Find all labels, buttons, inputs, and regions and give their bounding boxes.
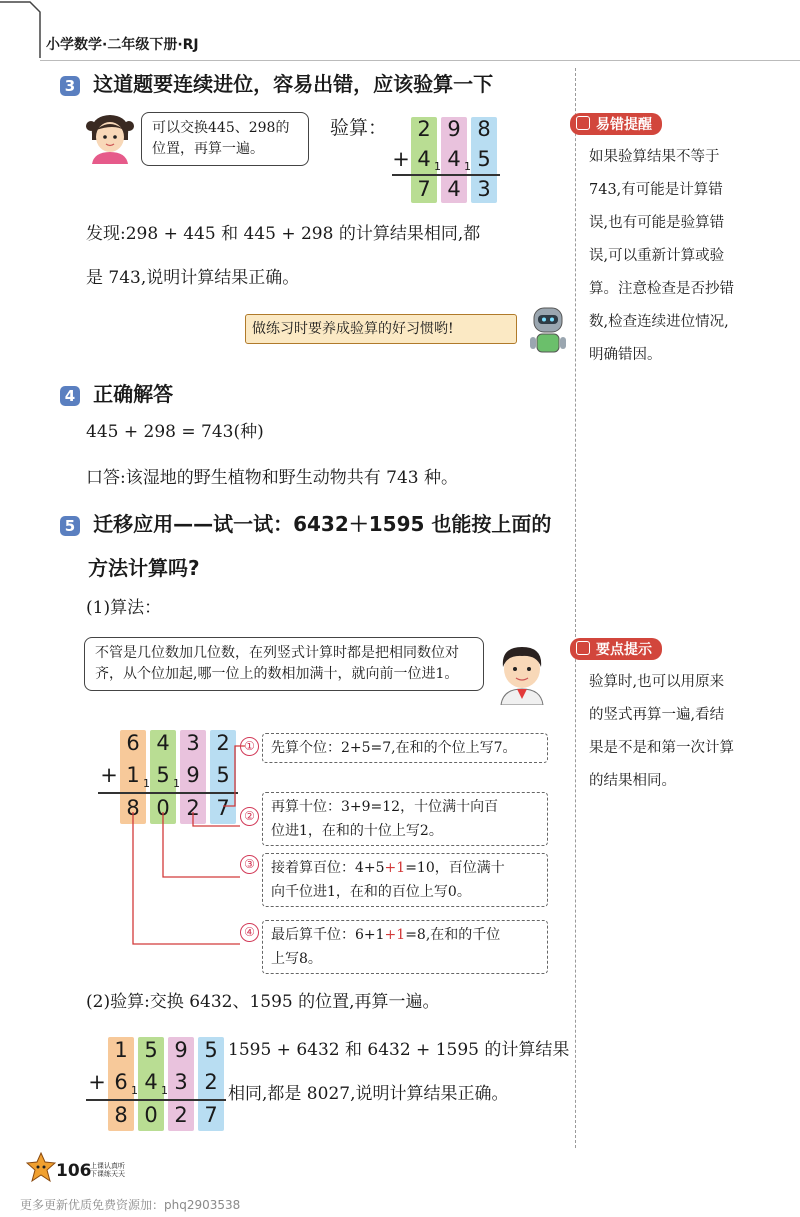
mistake-alert-text [589, 141, 789, 372]
step-1-box [262, 733, 548, 763]
plus-sign: + [88, 1070, 106, 1094]
section-3-heading [60, 68, 493, 97]
digit: 7 [204, 1103, 218, 1127]
digit: 4 [417, 147, 431, 171]
hand-pointer-icon [576, 116, 590, 130]
carry-digit: 1 [434, 160, 441, 173]
carry-digit: 1 [131, 1084, 138, 1097]
mistake-alert-line: 算。注意检查是否抄错 [589, 281, 734, 297]
section-5-heading [60, 508, 551, 537]
check-label: 验算： [330, 117, 388, 139]
key-points-line: 验算时,也可以用原来 [589, 674, 725, 690]
rule-bubble: 不管是几位数加几位数，在列竖式计算时都是把相同数位对齐，从个位加起,哪一位上的数相加满十，就向前一位进1。 [84, 637, 484, 691]
source-watermark-text: 更多更新优质免费资源加：phq2903538 [20, 1198, 241, 1212]
finding-line-1: 发现:298 + 445 和 445 + 298 的计算结果相同,都 [86, 224, 481, 244]
book-title: 小学数学·二年级下册·RJ [46, 37, 199, 53]
digit: 0 [144, 1103, 158, 1127]
hand-pointer-icon [576, 641, 590, 655]
robot-icon [528, 304, 568, 358]
digit: 5 [144, 1038, 158, 1062]
header-rule [40, 60, 800, 61]
step-2-box [262, 792, 548, 846]
digit: 1 [126, 763, 140, 787]
finding-line-2: 是 743,说明计算结果正确。 [86, 268, 300, 288]
mistake-alert-line: 数,检查连续进位情况, [589, 314, 729, 330]
digit: 7 [417, 177, 431, 201]
digit: 0 [156, 796, 170, 820]
digit: 9 [186, 763, 200, 787]
step-4-number: ④ [240, 923, 259, 942]
sum-line [86, 1099, 226, 1101]
digit: 5 [156, 763, 170, 787]
mistake-alert-line: 误,也有可能是验算错 [589, 215, 725, 231]
digit: 4 [447, 177, 461, 201]
digit: 4 [156, 731, 170, 755]
digit: 3 [477, 177, 491, 201]
sidebar-divider [575, 68, 576, 1148]
step-4-carry-highlight: +1 [384, 927, 406, 943]
mistake-alert-tag [570, 113, 662, 135]
method-label: (1)算法： [86, 598, 162, 618]
step-3-carry-highlight: +1 [384, 860, 406, 876]
digit: 5 [477, 147, 491, 171]
digit: 2 [174, 1103, 188, 1127]
carry-digit: 1 [143, 777, 150, 790]
step-3-text-line-2: 向千位进1，在和的百位上写0。 [271, 884, 471, 900]
step-4-box [262, 920, 548, 974]
sum-line [392, 174, 500, 176]
digit: 7 [216, 796, 230, 820]
digit: 2 [204, 1070, 218, 1094]
key-points-text [589, 666, 789, 798]
footer-slogan [90, 1162, 125, 1178]
digit: 8 [114, 1103, 128, 1127]
carry-digit: 1 [173, 777, 180, 790]
step-3-text-line-1 [271, 856, 539, 880]
mistake-alert-line: 743,有可能是计算错 [589, 182, 723, 198]
section-4-heading [60, 378, 173, 407]
page-number: 106 [56, 1161, 92, 1181]
digit: 3 [174, 1070, 188, 1094]
digit: 6 [114, 1070, 128, 1094]
digit: 2 [417, 117, 431, 141]
mistake-alert-line: 如果验算结果不等于 [589, 149, 720, 165]
step-2-number: ② [240, 807, 259, 826]
digit: 9 [447, 117, 461, 141]
key-points-tag [570, 638, 662, 660]
digit: 5 [216, 763, 230, 787]
boy-avatar [493, 641, 551, 705]
step-1-text: 先算个位：2+5=7,在和的个位上写7。 [271, 740, 517, 756]
digit: 1 [114, 1038, 128, 1062]
footer-slogan-line-1: 上课认真听 [90, 1162, 125, 1170]
section-3-badge: 3 [60, 76, 80, 96]
digit: 8 [126, 796, 140, 820]
step-4-text-part: =8,在和的千位 [405, 927, 501, 943]
step-3-text-part: =10，百位满十 [405, 860, 505, 876]
mascot-icon [26, 1152, 56, 1184]
carry-digit: 1 [464, 160, 471, 173]
key-points-label: 要点提示 [596, 642, 652, 658]
mistake-alert-line: 误,可以重新计算或验 [589, 248, 725, 264]
robot-tip-text: 做练习时要养成验算的好习惯哟! [252, 321, 454, 337]
digit: 4 [447, 147, 461, 171]
plus-sign: + [100, 763, 118, 787]
step-3-text-part: 接着算百位：4+5 [271, 860, 385, 876]
section-5-title-line-1: 迁移应用——试一试：6432＋1595 也能按上面的 [93, 512, 552, 536]
plus-sign: + [392, 147, 410, 171]
section-3-title: 这道题要连续进位，容易出错，应该验算一下 [93, 72, 494, 96]
step-1-number: ① [240, 737, 259, 756]
oral-answer: 口答:该湿地的野生植物和野生动物共有 743 种。 [86, 468, 458, 488]
digit: 3 [186, 731, 200, 755]
check-conclusion-line-2: 相同,都是 8027,说明计算结果正确。 [228, 1084, 509, 1104]
step-3-box [262, 853, 548, 907]
footer-slogan-line-2: 下课练天天 [90, 1170, 125, 1178]
digit: 6 [126, 731, 140, 755]
step-3-number: ③ [240, 855, 259, 874]
digit: 2 [186, 796, 200, 820]
robot-tip-bubble [245, 314, 517, 344]
swap-hint-bubble: 可以交换445、298的位置，再算一遍。 [141, 112, 309, 166]
digit: 9 [174, 1038, 188, 1062]
mistake-alert-line: 明确错因。 [589, 347, 662, 363]
step-4-text-line-1 [271, 923, 539, 947]
solution-equation: 445 + 298 = 743(种) [86, 422, 264, 442]
mistake-alert-label: 易错提醒 [596, 117, 652, 133]
digit: 4 [144, 1070, 158, 1094]
section-5-badge: 5 [60, 516, 80, 536]
digit: 2 [216, 731, 230, 755]
key-points-line: 的结果相同。 [589, 773, 676, 789]
section-4-badge: 4 [60, 386, 80, 406]
digit: 8 [477, 117, 491, 141]
step-2-text-line-1: 再算十位：3+9=12，十位满十向百 [271, 799, 499, 815]
girl-avatar [84, 110, 136, 164]
section-4-title: 正确解答 [93, 382, 174, 406]
check-conclusion-line-1: 1595 + 6432 和 6432 + 1595 的计算结果 [228, 1040, 570, 1060]
section-5-title-line-2: 方法计算吗? [88, 556, 200, 580]
check-step-label: (2)验算:交换 6432、1595 的位置,再算一遍。 [86, 992, 440, 1012]
carry-digit: 1 [161, 1084, 168, 1097]
key-points-line: 果是不是和第一次计算 [589, 740, 734, 756]
key-points-line: 的竖式再算一遍,看结 [589, 707, 725, 723]
step-4-text-line-2: 上写8。 [271, 951, 322, 967]
step-2-text-line-2: 位进1，在和的十位上写2。 [271, 823, 443, 839]
digit: 5 [204, 1038, 218, 1062]
step-4-text-part: 最后算千位：6+1 [271, 927, 385, 943]
